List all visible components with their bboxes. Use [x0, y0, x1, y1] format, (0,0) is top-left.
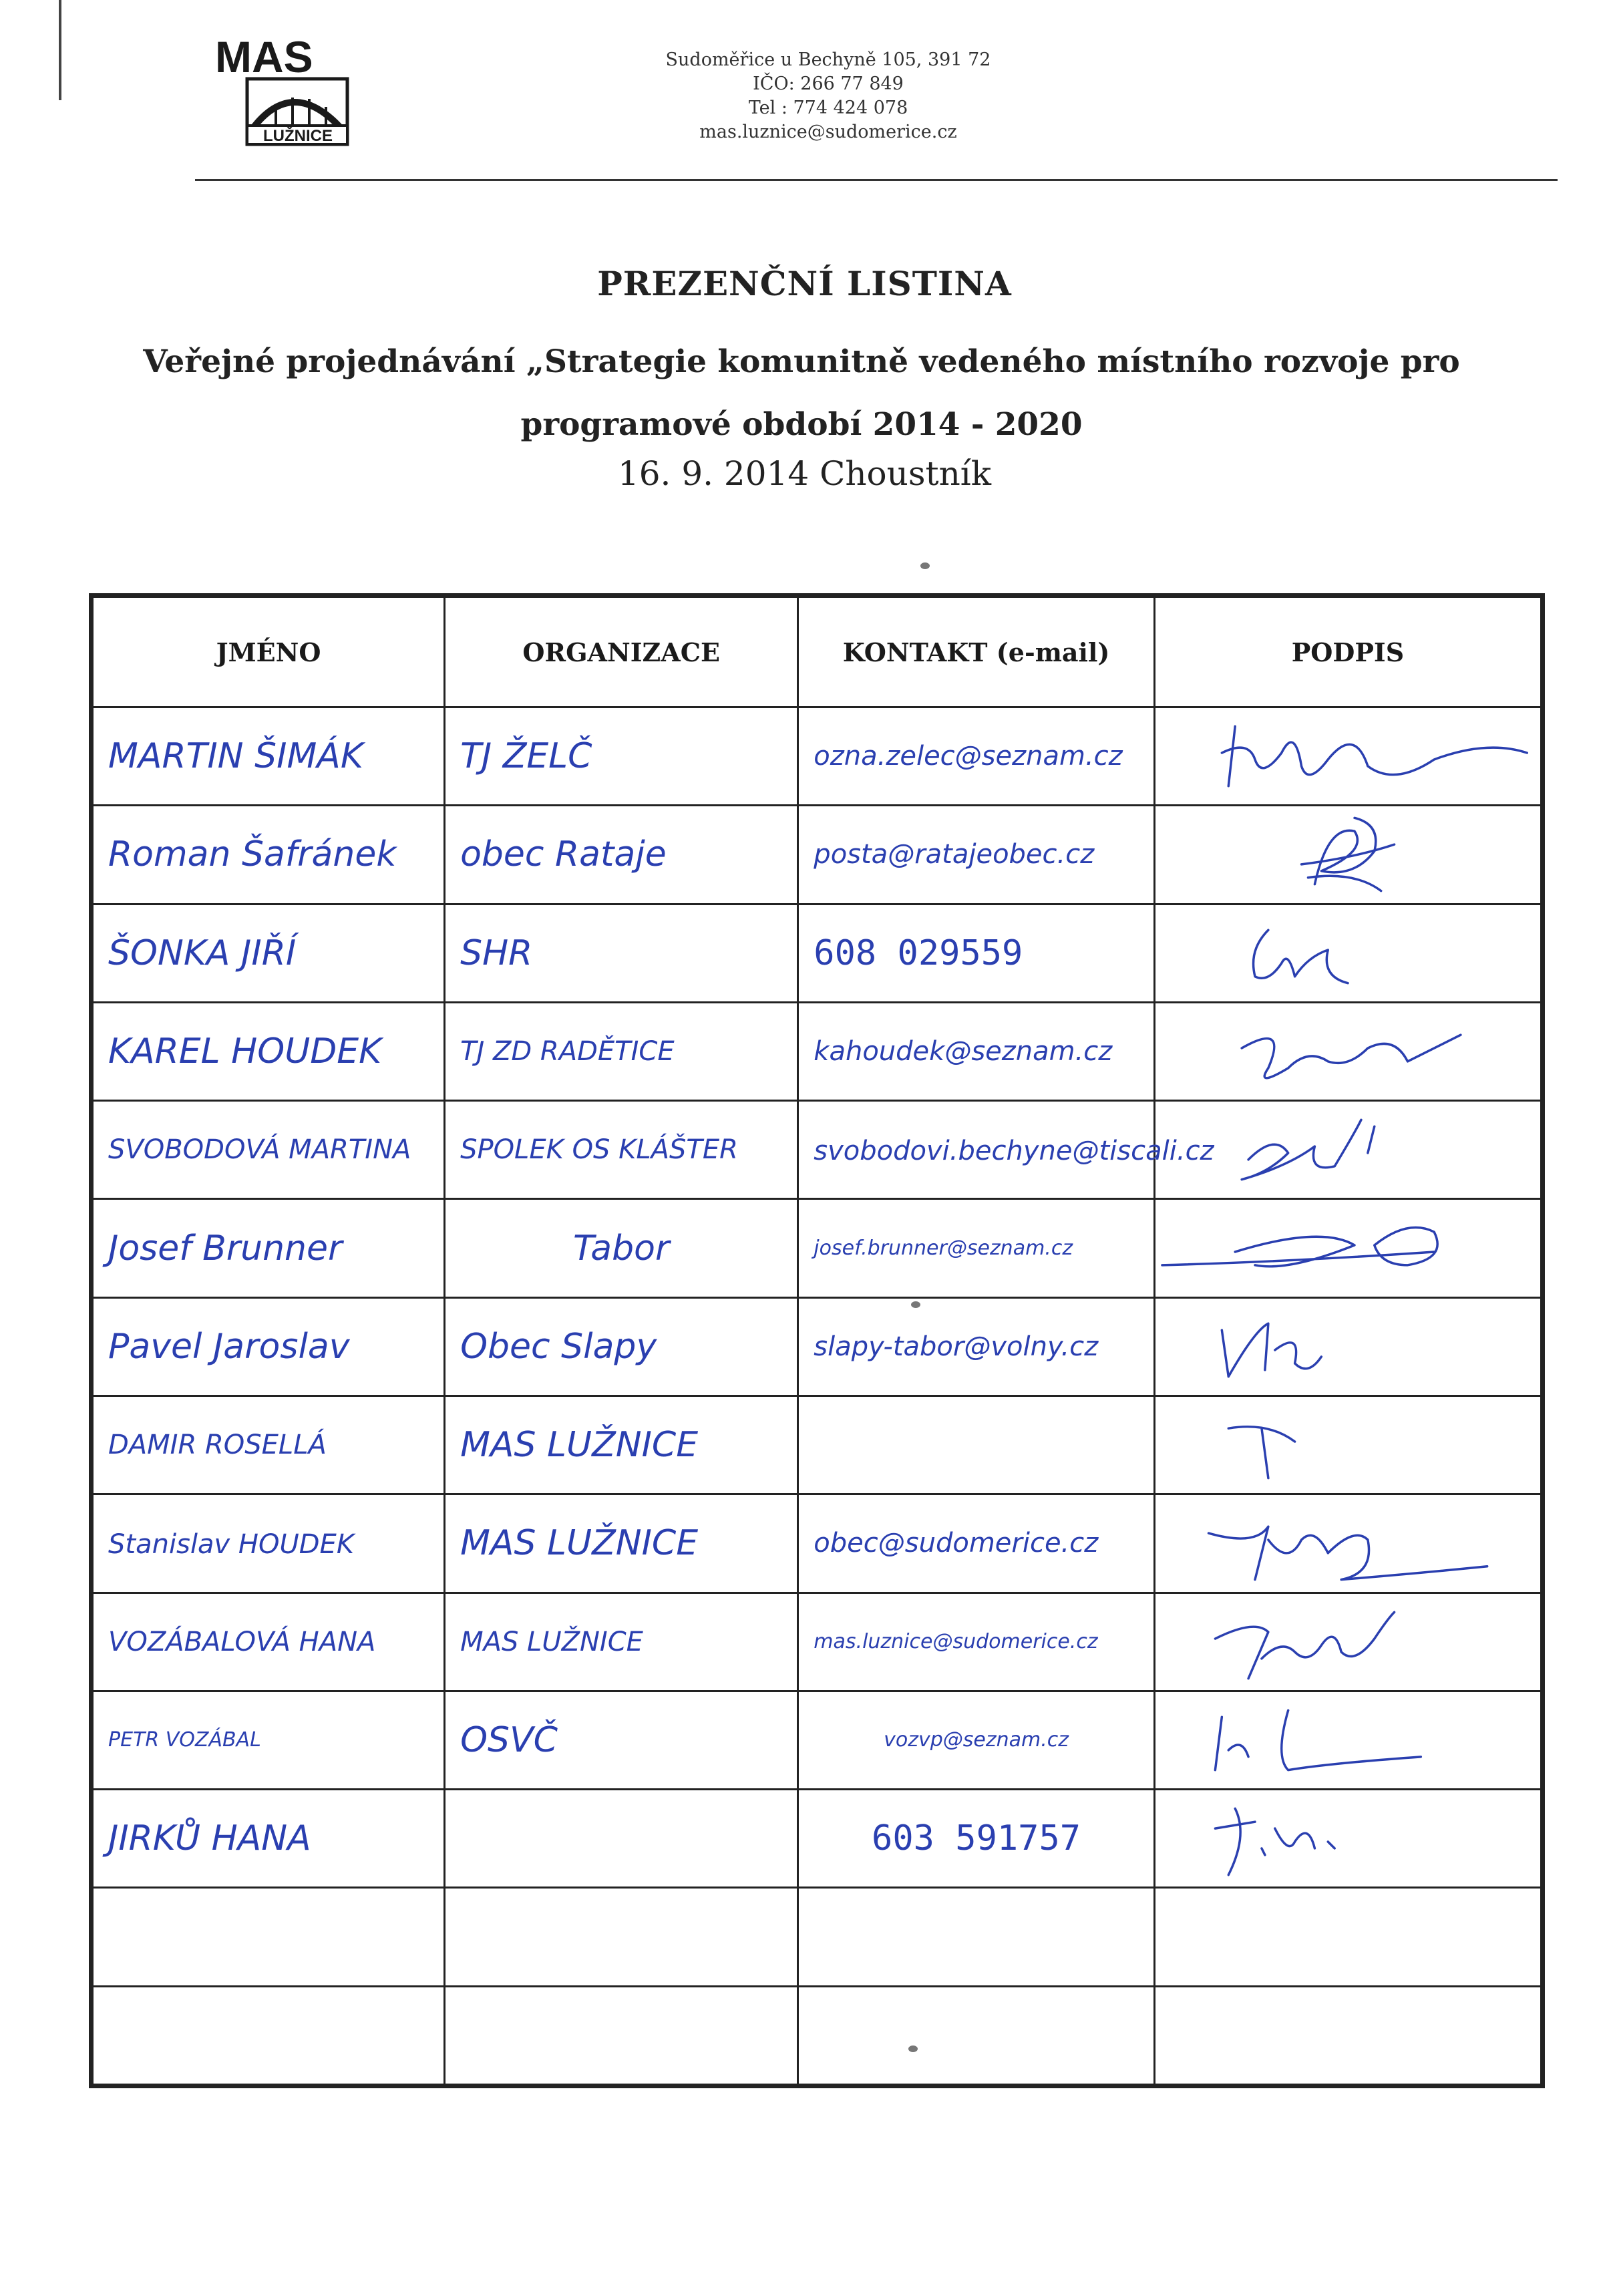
- contact-cell: [798, 1691, 1155, 1789]
- attendee-organisation: MAS LUŽNICE: [460, 1626, 643, 1657]
- signature-cell: [1154, 1888, 1541, 1986]
- subtitle-line-1: Veřejné projednávání „Strategie komunitně vedeného místního rozvoje pro: [143, 343, 1460, 380]
- name-cell: [93, 707, 445, 806]
- signature-cell: [1154, 1691, 1541, 1789]
- signature-image: [1155, 1303, 1540, 1390]
- attendee-contact: kahoudek@seznam.cz: [814, 1035, 1113, 1067]
- organisation-cell: [445, 1790, 798, 1888]
- attendee-name: VOZÁBALOVÁ HANA: [108, 1626, 376, 1657]
- signature-cell: [1154, 707, 1541, 806]
- organisation-contact: [588, 48, 1069, 144]
- email-line: mas.luznice@sudomerice.cz: [699, 122, 957, 142]
- signature-cell: [1154, 806, 1541, 904]
- attendee-organisation: SHR: [460, 933, 533, 973]
- organisation-cell: [445, 1199, 798, 1297]
- table-row: [93, 1691, 1542, 1789]
- address-line: Sudoměřice u Bechyně 105, 391 72: [665, 49, 991, 70]
- name-cell: [93, 1002, 445, 1100]
- signature-image: [1155, 1402, 1540, 1488]
- name-cell: [93, 1396, 445, 1494]
- table-row: [93, 1199, 1542, 1297]
- attendee-contact: svobodovi.bechyne@tiscali.cz: [814, 1136, 1214, 1167]
- scan-speck: [911, 1301, 920, 1308]
- attendee-name: JIRKŮ HANA: [108, 1818, 311, 1859]
- document-title: PREZENČNÍ LISTINA: [597, 264, 1012, 303]
- name-cell: [93, 1691, 445, 1789]
- table-row: [93, 1101, 1542, 1199]
- organisation-cell: [445, 707, 798, 806]
- scan-speck: [908, 2045, 918, 2052]
- signature-image: [1155, 713, 1540, 800]
- signature-cell: [1154, 1199, 1541, 1297]
- name-cell: [93, 1593, 445, 1691]
- signature-image: [1155, 1500, 1540, 1587]
- organisation-cell: [445, 1002, 798, 1100]
- attendee-name: Josef Brunner: [108, 1228, 343, 1269]
- table-row: [93, 1396, 1542, 1494]
- organisation-cell: [445, 1297, 798, 1396]
- attendance-table: [89, 593, 1545, 2088]
- organisation-cell: [445, 1593, 798, 1691]
- table-row: [93, 707, 1542, 806]
- signature-cell: [1154, 1593, 1541, 1691]
- table-row: [93, 1593, 1542, 1691]
- attendee-name: DAMIR ROSELLÁ: [108, 1430, 327, 1461]
- logo-text-top: MAS: [215, 32, 313, 81]
- name-cell: [93, 1297, 445, 1396]
- attendee-contact: posta@ratajeobec.cz: [814, 839, 1095, 870]
- organisation-cell: [445, 1101, 798, 1199]
- signature-image: [1155, 811, 1540, 898]
- signature-cell: [1154, 1002, 1541, 1100]
- table-row: [93, 1494, 1542, 1593]
- scan-edge-mark: [59, 0, 61, 100]
- attendee-organisation: SPOLEK OS KLÁŠTER: [460, 1134, 738, 1166]
- table-row: [93, 1986, 1542, 2084]
- column-header-name: JMÉNO: [93, 597, 445, 707]
- table-row: [93, 1002, 1542, 1100]
- column-header-organisation: ORGANIZACE: [445, 597, 798, 707]
- attendee-name: ŠONKA JIŘÍ: [108, 933, 297, 973]
- logo-graphic: [212, 32, 350, 147]
- scan-speck: [920, 562, 930, 569]
- contact-cell: [798, 1593, 1155, 1691]
- signature-cell: [1154, 1790, 1541, 1888]
- signature-image: [1155, 1008, 1540, 1095]
- attendee-name: Roman Šafránek: [108, 834, 397, 875]
- header-divider: [195, 179, 1558, 181]
- attendee-name: Stanislav HOUDEK: [108, 1529, 355, 1561]
- signature-image: [1155, 1697, 1540, 1784]
- signature-image: [1155, 1205, 1540, 1292]
- contact-cell: [798, 1790, 1155, 1888]
- ico-line: IČO: 266 77 849: [753, 73, 904, 94]
- contact-cell: [798, 1002, 1155, 1100]
- logo-text-bottom: LUŽNICE: [263, 127, 333, 145]
- name-cell: [93, 1101, 445, 1199]
- attendee-contact: vozvp@seznam.cz: [884, 1728, 1069, 1752]
- organisation-cell: [445, 1494, 798, 1593]
- attendee-name: MARTIN ŠIMÁK: [108, 736, 363, 777]
- signature-cell: [1154, 1396, 1541, 1494]
- document-subtitle: [134, 331, 1469, 456]
- organisation-cell: [445, 1986, 798, 2084]
- attendee-organisation: TJ ŽELČ: [460, 736, 592, 777]
- signature-image: [1155, 1599, 1540, 1685]
- attendee-organisation: Tabor: [572, 1228, 670, 1269]
- attendee-organisation: MAS LUŽNICE: [460, 1523, 699, 1564]
- attendee-name: PETR VOZÁBAL: [108, 1728, 261, 1752]
- attendee-contact: 603 591757: [872, 1818, 1081, 1859]
- signature-cell: [1154, 1986, 1541, 2084]
- signature-image: [1155, 910, 1540, 997]
- name-cell: [93, 806, 445, 904]
- name-cell: [93, 904, 445, 1002]
- table-row: [93, 1297, 1542, 1396]
- contact-cell: [798, 1494, 1155, 1593]
- name-cell: [93, 1790, 445, 1888]
- signature-cell: [1154, 904, 1541, 1002]
- attendee-contact: slapy-tabor@volny.cz: [814, 1331, 1099, 1362]
- signature-cell: [1154, 1494, 1541, 1593]
- attendee-contact: mas.luznice@sudomerice.cz: [814, 1630, 1098, 1654]
- signature-cell: [1154, 1297, 1541, 1396]
- contact-cell: [798, 1297, 1155, 1396]
- attendee-organisation: MAS LUŽNICE: [460, 1425, 699, 1466]
- subtitle-line-2: programové období 2014 - 2020: [520, 406, 1083, 443]
- attendee-organisation: obec Rataje: [460, 834, 667, 875]
- table-header-row: [93, 597, 1542, 707]
- name-cell: [93, 1986, 445, 2084]
- attendee-contact: 608 029559: [814, 933, 1023, 973]
- contact-cell: [798, 904, 1155, 1002]
- contact-cell: [798, 1199, 1155, 1297]
- contact-cell: [798, 1888, 1155, 1986]
- attendee-name: Pavel Jaroslav: [108, 1326, 350, 1367]
- name-cell: [93, 1888, 445, 1986]
- organisation-cell: [445, 1888, 798, 1986]
- contact-cell: [798, 707, 1155, 806]
- table-row: [93, 806, 1542, 904]
- contact-cell: [798, 1986, 1155, 2084]
- name-cell: [93, 1494, 445, 1593]
- column-header-signature: PODPIS: [1154, 597, 1541, 707]
- organisation-cell: [445, 1691, 798, 1789]
- contact-cell: [798, 1101, 1214, 1199]
- table-row: [93, 1888, 1542, 1986]
- organisation-cell: [445, 904, 798, 1002]
- contact-cell: [798, 806, 1155, 904]
- event-date-place: 16. 9. 2014 Choustník: [617, 454, 992, 493]
- contact-cell: [798, 1396, 1155, 1494]
- signature-image: [1155, 1795, 1540, 1882]
- table-row: [93, 904, 1542, 1002]
- name-cell: [93, 1199, 445, 1297]
- organisation-cell: [445, 806, 798, 904]
- attendee-organisation: TJ ZD RADĚTICE: [460, 1035, 675, 1067]
- mas-luznice-logo: [212, 32, 350, 147]
- attendee-contact: ozna.zelec@seznam.cz: [814, 741, 1123, 772]
- attendee-name: KAREL HOUDEK: [108, 1031, 382, 1072]
- table-row: [93, 1790, 1542, 1888]
- attendee-contact: obec@sudomerice.cz: [814, 1528, 1099, 1559]
- organisation-cell: [445, 1396, 798, 1494]
- attendee-name: SVOBODOVÁ MARTINA: [108, 1134, 411, 1166]
- attendee-organisation: Obec Slapy: [460, 1326, 657, 1367]
- phone-line: Tel : 774 424 078: [748, 98, 908, 118]
- attendee-contact: josef.brunner@seznam.cz: [814, 1237, 1073, 1261]
- attendee-organisation: OSVČ: [460, 1719, 558, 1760]
- column-header-contact: KONTAKT (e-mail): [798, 597, 1155, 707]
